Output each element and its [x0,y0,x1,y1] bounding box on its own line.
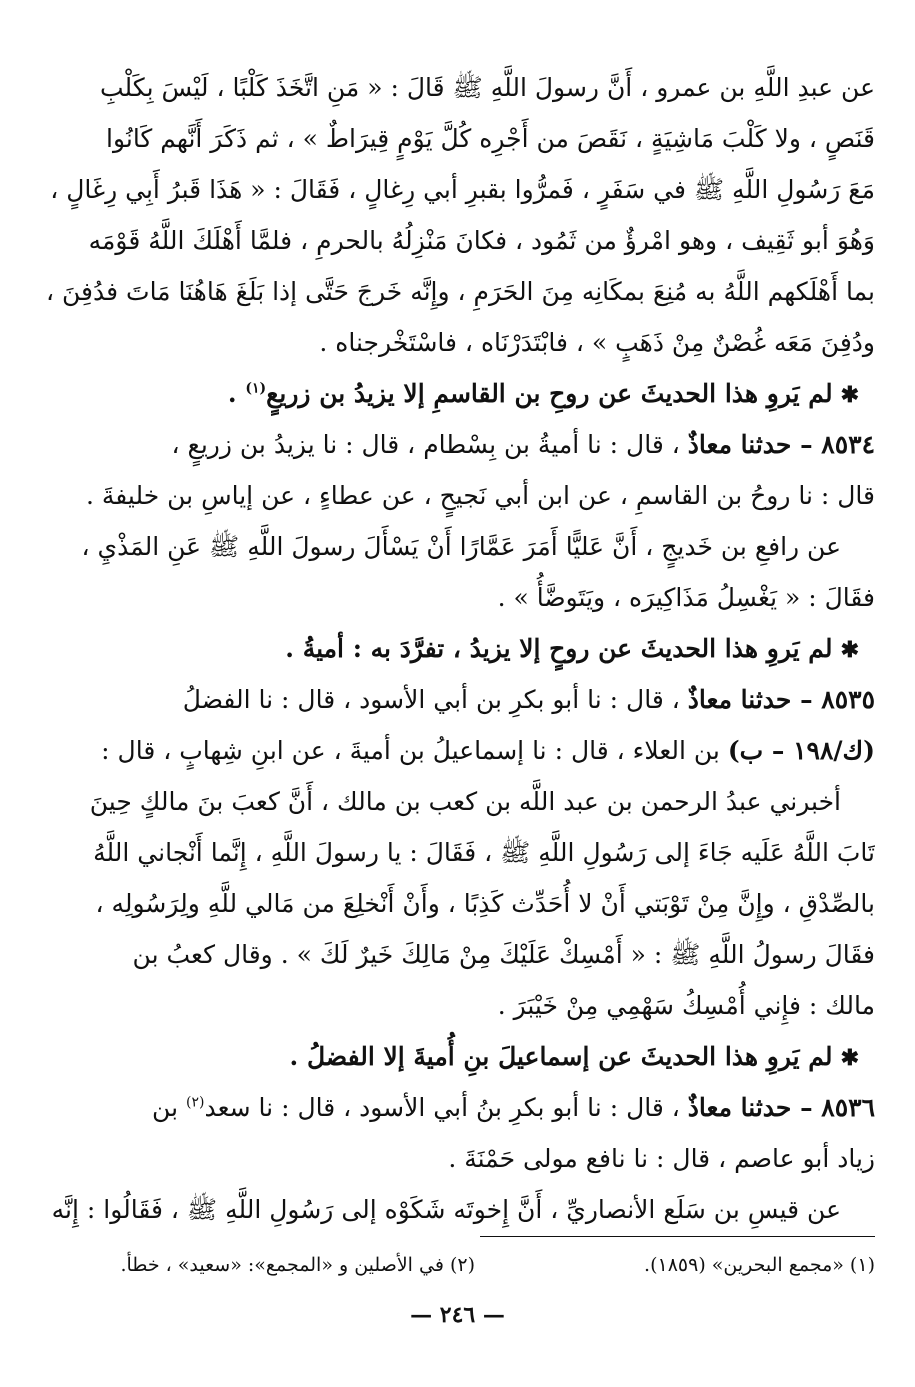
footnote-divider [480,1236,875,1237]
footnote-ref: (٢) [186,1094,205,1111]
text-line: مالك : فإِني أُمْسِكُ سَهْمِي مِنْ خَيْبَرَ . [497,991,875,1020]
page-number: — ٢٤٦ — [410,1302,505,1328]
text-line: فقَالَ رسولُ اللَّهِ ﷺ : « أَمْسِكْ عَلَيْكَ مِنْ مَالِكَ خَيرٌ لَكَ » . وقال كعبُ بن [132,940,875,969]
hadith-8536: ٨٥٣٦ – حدثنا معاذٌ ، قال : نا أبو بكرِ بنُ أبي الأسود ، قال : نا سعد$^{(٢)}$ بن [152,1093,875,1122]
narration-note: ✱لم يَروِ هذا الحديثَ عن روحٍ إلا يزيدُ ، تفرَّدَ به : أميةُ . [285,634,859,663]
footnote-1: (١) «مجمع البحرين» (١٨٥٩). [644,1254,875,1276]
text-line: عن رافعِ بن خَديجٍ ، أَنَّ عَليًّا أَمَرَ عَمَّارًا أَنْ يَسْأَلَ رسولَ اللَّهِ ﷺ عَنِ المَذْيِ ، [81,532,841,561]
hadith-number: ٨٥٣٦ – حدثنا معاذٌ [687,1093,875,1122]
text-line: عن قيسِ بن سَلَع الأنصاريِّ ، أَنَّ إِخوتَه شَكَوْه إلى رَسُولِ اللَّهِ ﷺ ، فَقَالُوا : إِنَّه [51,1195,841,1224]
text-line: مَعَ رَسُولِ اللَّهِ ﷺ في سَفَرٍ ، فَمرُّوا بقبرِ أبي رِغالٍ ، فَقَالَ : « هَذَا قَبرُ أَبِي رِغَالٍ ، [50,175,875,204]
text-line: قَنَصٍ ، ولا كَلْبَ مَاشِيَةٍ ، نَقَصَ من أَجْرِه كُلَّ يَوْمٍ قِيرَاطٌ » ، ثم ذَكَرَ أَنَّهم كَانُوا [106,124,875,153]
text-line: بالصِّدْقِ ، وإِنَّ مِنْ تَوْبَتي أَنْ لا أُحَدِّث كَذِبًا ، وأَنْ أَنْخلِعَ من مَالي للَّهِ ولِرَسُولِه ، [95,889,875,918]
hadith-number: ٨٥٣٥ – حدثنا معاذٌ [687,685,875,714]
text-line: ودُفِنَ مَعَه غُصْنٌ مِنْ ذَهَبٍ » ، فابْتَدَرْنَاه ، فاسْتَخْرجناه . [319,328,875,357]
manuscript-ref: (ك/١٩٨ – ب) [727,736,875,765]
asterisk-icon: ✱ [840,637,859,663]
hadith-8534: ٨٥٣٤ – حدثنا معاذٌ ، قال : نا أميةُ بن بِسْطام ، قال : نا يزيدُ بن زريعٍ ، [171,430,875,459]
hadith-number: ٨٥٣٤ – حدثنا معاذٌ [687,430,875,459]
text-line: وَهُوَ أبو ثَقِيف ، وهو امْرؤٌ من ثَمُود ، فكانَ مَنْزِلُهُ بالحرمِ ، فلمَّا أَهْلَكَ اللَّهُ قَوْمَه [88,226,875,255]
footnote-ref: (١) [245,380,267,397]
hadith-8535: ٨٥٣٥ – حدثنا معاذٌ ، قال : نا أبو بكرِ بن أبي الأسود ، قال : نا الفضلُ [182,685,875,714]
asterisk-icon: ✱ [840,1045,859,1071]
main-text [40,62,875,1235]
text-line: بما أَهْلَكهم اللَّهُ به مُنِعَ بمكَانِه مِنَ الحَرَمِ ، وإِنَّه خَرجَ حَتَّى إذا بَلَغَ هَاهُنَا مَاتَ فدُفِنَ ، [46,277,875,306]
text-line: عن عبدِ اللَّهِ بن عمرو ، أَنَّ رسولَ اللَّهِ ﷺ قَالَ : « مَنِ اتَّخَذَ كَلْبًا ، لَيْسَ بِكَلْبِ [99,73,875,102]
text-line: زياد أبو عاصم ، قال : نا نافع مولى حَمْنَةَ . [448,1144,875,1173]
text-line: تَابَ اللَّهُ عَلَيه جَاءَ إلى رَسُولِ اللَّهِ ﷺ ، فَقَالَ : يا رسولَ اللَّهِ ، إِنَّما أَنْجاني اللَّهُ [93,838,875,867]
asterisk-icon: ✱ [840,382,859,408]
footnotes [40,1248,875,1282]
narration-note: ✱لم يَروِ هذا الحديثَ عن إسماعيلَ بنِ أُميةَ إلا الفضلُ . [289,1042,859,1071]
text-line: قال : نا روحُ بن القاسمِ ، عن ابن أبي نَجيحٍ ، عن عطاءٍ ، عن إياسِ بن خليفةَ . [85,481,875,510]
footnote-2: (٢) في الأصلين و «المجمع»: «سعيد» ، خطأ. [120,1254,475,1276]
narration-note: ✱لم يَروِ هذا الحديثَ عن روحِ بن القاسمِ إلا يزيدُ بن زريعٍ$^{(١)}$ . [227,379,859,408]
text-line: أخبرني عبدُ الرحمن بن عبد اللَّه بن كعب بن مالك ، أَنَّ كعبَ بنَ مالكٍ حِينَ [89,787,841,816]
text-line: (ك/١٩٨ – ب) بن العلاء ، قال : نا إسماعيلُ بن أميةَ ، عن ابنِ شِهابٍ ، قال : [101,736,875,765]
text-line: فقَالَ : « يَغْسِلُ مَذَاكِيرَه ، ويَتَوضَّأُ » . [497,583,875,612]
